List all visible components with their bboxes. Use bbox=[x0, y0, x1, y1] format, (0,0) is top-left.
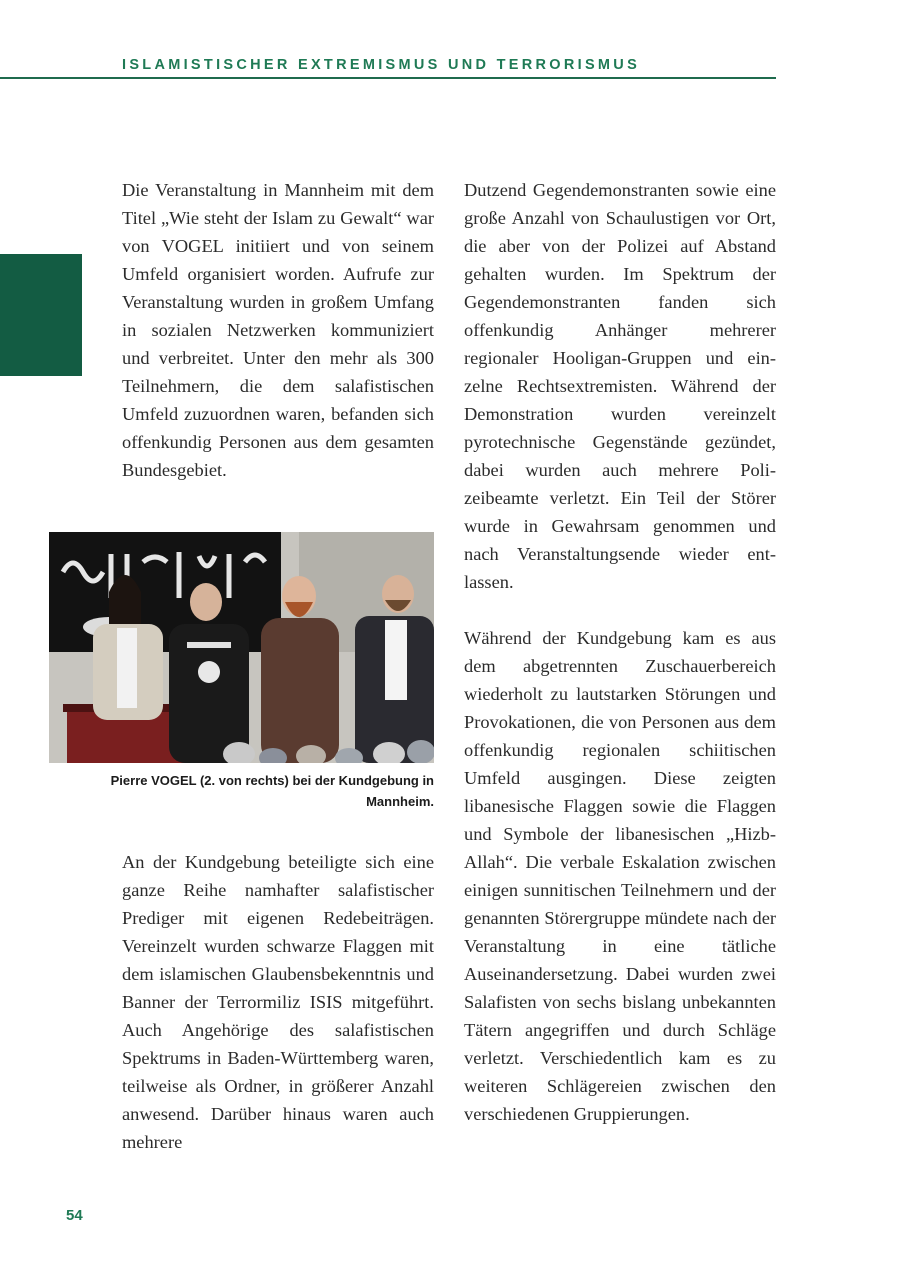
left-column-top bbox=[122, 176, 434, 484]
person-2-hoodie-logo bbox=[198, 661, 220, 683]
page-number: 54 bbox=[66, 1207, 83, 1224]
left-column-bottom bbox=[122, 848, 434, 1156]
paragraph-speakers: An der Kundgebung beteiligte sich eine ganze Reihe namhafter salafistischer Prediger mit eigenen Redebeiträgen. Vereinzelt wurden schwarze Flaggen mit dem islamischen Glaubensbekenntnis und Banner der Terrormiliz ISIS mitgeführt. Auch Angehörige des salafistischen Spektrums in Baden-Württemberg waren, teilweise als Ordner, in größerer Anzahl anwesend. Darüber hinaus waren auch mehrere bbox=[122, 852, 434, 1152]
person-3-body bbox=[261, 618, 339, 763]
rally-photo bbox=[49, 532, 434, 763]
paragraph-disturbances: Während der Kundgebung kam es aus dem abgetrennten Zuschauerbereich wiederholt zu lautstarken Störungen und Provokationen, die von Personen aus dem offenkundig regionalen schiitischen Umfeld ausgingen. Diese zeigten libanesische Flaggen sowie die Flaggen und Symbole der libanesischen „Hizb-Allah“. Die verbale Eskalation zwischen einigen sunnitischen Teilnehmern und der genannten Störergruppe mündete nach der Veranstaltung in eine tätliche Auseinandersetzung. Dabei wurden zwei Salafisten von sechs bislang unbekannten Tätern angegriffen und durch Schläge verletzt. Verschiedentlich kam es zu weiteren Schlägereien zwischen den verschiedenen Gruppierungen. bbox=[464, 628, 776, 1124]
right-column bbox=[464, 176, 776, 1128]
person-1-shirt bbox=[117, 628, 137, 708]
photo-caption: Pierre VOGEL (2. von rechts) bei der Kundgebung in Mannheim. bbox=[110, 773, 434, 809]
person-4-shirt bbox=[385, 620, 407, 700]
paragraph-counter-demonstrators: Dutzend Gegendemonstranten sowie eine große Anzahl von Schaulustigen vor Ort, die aber von der Polizei auf Abstand gehalten wurden. Im Spektrum der Gegendemonstranten fanden sich offenkundig Anhänger mehrerer regionaler Hooligan-Gruppen und einzelne Rechtsextremisten. Während der Demonstration wurden vereinzelt pyrotechnische Gegenstände gezündet, dabei wurden auch mehrere Polizeibeamte verletzt. Ein Teil der Störer wurde in Gewahrsam genommen und nach Veranstaltungsende wieder entlassen. bbox=[464, 180, 776, 592]
person-1-hair bbox=[109, 575, 141, 632]
running-head-title: ISLAMISTISCHER EXTREMISMUS UND TERRORISMUS bbox=[122, 57, 641, 73]
paragraph-event-mannheim: Die Veranstaltung in Mannheim mit dem Titel „Wie steht der Islam zu Gewalt“ war von VOGEL initiiert und von seinem Umfeld organisiert worden. Aufrufe zur Veranstaltung wurden in großem Umfang in sozialen Netzwerken kommuniziert und verbreitet. Unter den mehr als 300 Teilnehmern, die dem salafistischen Umfeld zuzuordnen waren, befanden sich offenkundig Personen aus dem gesamten Bundesgebiet. bbox=[122, 180, 434, 480]
person-2-head bbox=[190, 583, 222, 621]
person-2-hoodie-text bbox=[187, 642, 231, 648]
chapter-side-tab bbox=[0, 254, 82, 376]
header-rule bbox=[0, 77, 776, 79]
